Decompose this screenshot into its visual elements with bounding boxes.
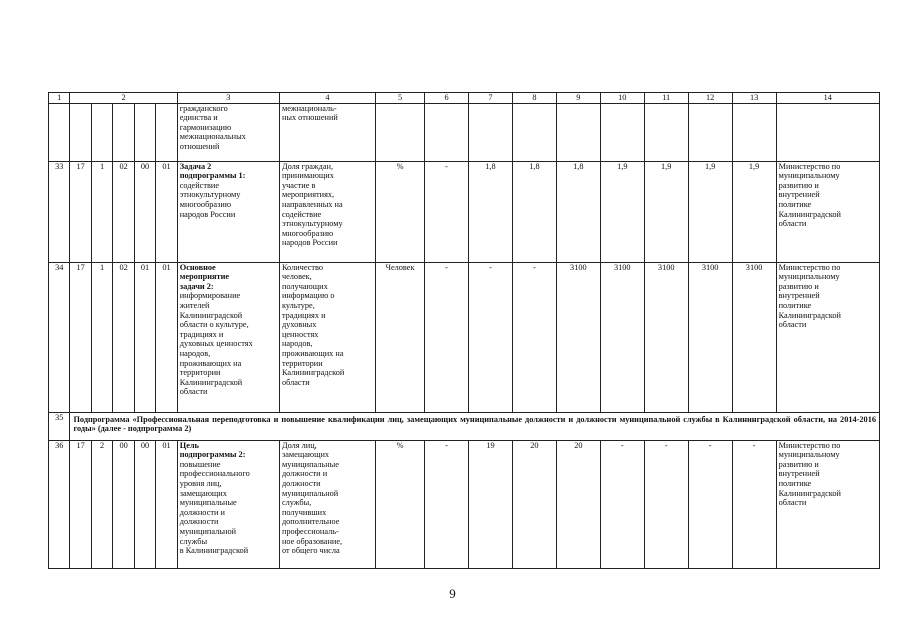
value-cell: - xyxy=(425,161,469,262)
name-cell xyxy=(177,262,279,412)
column-header-7: 7 xyxy=(469,93,513,104)
code-cell: 00 xyxy=(113,440,134,568)
value-cell: - xyxy=(688,440,732,568)
code-cell: 01 xyxy=(134,262,155,412)
name-text: содействие этнокультурному многообразию народов России xyxy=(179,180,241,219)
value-cell: - xyxy=(425,440,469,568)
value-cell: - xyxy=(425,262,469,412)
value-cell xyxy=(600,103,644,161)
code-cell: 17 xyxy=(70,161,91,262)
name-heading: Основное мероприятие задачи 2: xyxy=(179,262,230,291)
column-header-4: 4 xyxy=(279,93,375,104)
code-cell xyxy=(91,103,112,161)
name-text: информирование жителей Калининградской области о культуре, традициях и духовных ценностях народов, проживающих на территории Калининградской области xyxy=(179,291,253,397)
code-cell xyxy=(113,103,134,161)
code-cell: 00 xyxy=(134,440,155,568)
code-cell: 01 xyxy=(156,440,177,568)
code-cell: 02 xyxy=(113,262,134,412)
indicator-cell: Доля граждан, принимающих участие в мероприятиях, направленных на содействие этнокультурному многообразию народов России xyxy=(279,161,375,262)
value-cell: 1,9 xyxy=(600,161,644,262)
name-cell xyxy=(177,440,279,568)
row-number xyxy=(49,103,70,161)
column-header-3: 3 xyxy=(177,93,279,104)
name-heading: Задача 2 подпрограммы 1: xyxy=(179,161,246,181)
page-number: 9 xyxy=(449,586,456,601)
table-row xyxy=(49,440,880,568)
responsible-cell: Министерство по муниципальному развитию и внутренней политике Калининградской области xyxy=(776,440,879,568)
value-cell: 3100 xyxy=(600,262,644,412)
value-cell: 1,9 xyxy=(688,161,732,262)
name-text: повышение профессионального уровня лиц, замещающих муниципальные должности и должности муниципальной службы в Калининградской xyxy=(179,459,250,556)
code-cell: 1 xyxy=(91,161,112,262)
value-cell: 3100 xyxy=(688,262,732,412)
code-cell xyxy=(156,103,177,161)
value-cell: 1,9 xyxy=(732,161,776,262)
table-row xyxy=(49,262,880,412)
name-heading: Цель подпрограммы 2: xyxy=(179,440,246,460)
value-cell: 20 xyxy=(512,440,556,568)
value-cell: - xyxy=(732,440,776,568)
row-number: 34 xyxy=(49,262,70,412)
value-cell: - xyxy=(600,440,644,568)
column-header-9: 9 xyxy=(556,93,600,104)
value-cell: 1,8 xyxy=(556,161,600,262)
row-number: 36 xyxy=(49,440,70,568)
code-cell: 01 xyxy=(156,161,177,262)
subprogram-title: Подпрограмма «Профессиональная переподготовка и повышение квалификации лиц, замещающих муниципальные должности и должности муниципальной службы в Калининградской области, на 2014-2016 годы» (далее - подпрограмма 2) xyxy=(70,412,880,440)
value-cell xyxy=(425,103,469,161)
indicator-cell: межнациональ- ных отношений xyxy=(279,103,375,161)
column-header-5: 5 xyxy=(376,93,425,104)
responsible-cell: Министерство по муниципальному развитию и внутренней политике Калининградской области xyxy=(776,161,879,262)
value-cell: - xyxy=(512,262,556,412)
name-cell xyxy=(177,161,279,262)
table-row xyxy=(49,161,880,262)
column-header-14: 14 xyxy=(776,93,879,104)
row-number: 35 xyxy=(49,412,70,440)
column-header-8: 8 xyxy=(512,93,556,104)
code-cell: 01 xyxy=(156,262,177,412)
value-cell: 20 xyxy=(556,440,600,568)
value-cell xyxy=(512,103,556,161)
responsible-cell xyxy=(776,103,879,161)
column-header-6: 6 xyxy=(425,93,469,104)
value-cell xyxy=(469,103,513,161)
value-cell: 19 xyxy=(469,440,513,568)
column-header-11: 11 xyxy=(644,93,688,104)
value-cell: - xyxy=(469,262,513,412)
value-cell: 1,9 xyxy=(644,161,688,262)
code-cell: 17 xyxy=(70,262,91,412)
indicators-table xyxy=(48,92,880,569)
value-cell: 1,8 xyxy=(469,161,513,262)
value-cell: 1,8 xyxy=(512,161,556,262)
column-header-10: 10 xyxy=(600,93,644,104)
column-header-row xyxy=(49,93,880,104)
code-cell xyxy=(134,103,155,161)
code-cell: 00 xyxy=(134,161,155,262)
indicator-cell: Количество человек, получающих информацию о культуре, традициях и духовных ценностях народов, проживающих на территории Калининградской области xyxy=(279,262,375,412)
name-text: гражданского единства и гармонизацию межнациональных отношений xyxy=(179,103,246,151)
value-cell: 3100 xyxy=(644,262,688,412)
code-cell: 17 xyxy=(70,440,91,568)
column-header-12: 12 xyxy=(688,93,732,104)
value-cell xyxy=(556,103,600,161)
value-cell xyxy=(644,103,688,161)
row-number: 33 xyxy=(49,161,70,262)
value-cell xyxy=(688,103,732,161)
column-header-1: 1 xyxy=(49,93,70,104)
indicator-cell: Доля лиц, замещающих муниципальные должности и должности муниципальной службы, получивших дополнительное профессиональ- ное образование, от общего числа xyxy=(279,440,375,568)
code-cell xyxy=(70,103,91,161)
subprogram-row xyxy=(49,412,880,440)
code-cell: 2 xyxy=(91,440,112,568)
unit-cell: % xyxy=(376,440,425,568)
value-cell: - xyxy=(644,440,688,568)
table-row xyxy=(49,103,880,161)
value-cell xyxy=(732,103,776,161)
code-cell: 1 xyxy=(91,262,112,412)
value-cell: 3100 xyxy=(556,262,600,412)
responsible-cell: Министерство по муниципальному развитию и внутренней политике Калининградской области xyxy=(776,262,879,412)
column-header-13: 13 xyxy=(732,93,776,104)
value-cell: 3100 xyxy=(732,262,776,412)
unit-cell: % xyxy=(376,161,425,262)
name-cell xyxy=(177,103,279,161)
unit-cell xyxy=(376,103,425,161)
column-header-2: 2 xyxy=(70,93,177,104)
code-cell: 02 xyxy=(113,161,134,262)
unit-cell: Человек xyxy=(376,262,425,412)
